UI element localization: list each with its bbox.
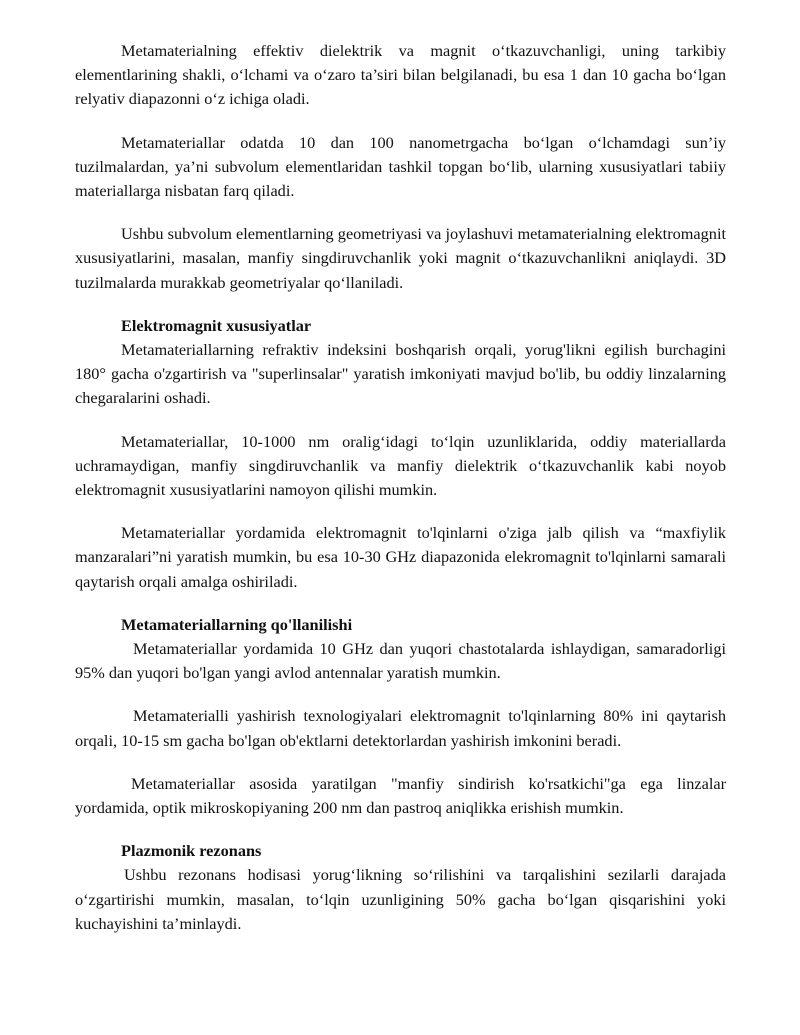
qollanilishi-paragraph-2: Metamaterialli yashirish texnologiyalari elektromagnit to'lqinlarning 80% ini qaytarish orqali, 10-15 sm gacha bo'lgan ob'ektlarni detektorlardan yashirish imkonini beradi. (75, 706, 726, 750)
qollanilishi-paragraph-1: Metamateriallar yordamida 10 GHz dan yuqori chastotalarda ishlaydigan, samaradorligi 95% dan yuqori bo'lgan yangi avlod antennalar yaratish mumkin. (75, 639, 726, 683)
elektromagnit-paragraph-2: Metamateriallar, 10-1000 nm oralig‘idagi to‘lqin uzunliklarida, oddiy materiallarda uchramaydigan, manfiy singdiruvchanlik va manfiy dielektrik o‘tkazuvchanlik kabi noyob elektromagnit xususiyatlarini namoyon qilishi mumkin. (75, 431, 726, 500)
plazmonik-paragraph-1: Ushbu rezonans hodisasi yorug‘likning so‘rilishini va tarqalishini sezilarli darajada o‘zgartirishi mumkin, masalan, to‘lqin uzunligining 50% gacha bo‘lgan qisqarishini yoki kuchayishini ta’minlaydi. (75, 865, 726, 933)
qollanilishi-paragraph-3: Metamateriallar asosida yaratilgan "manfiy sindirish ko'rsatkichi"ga ega linzalar yordamida, optik mikroskopiyaning 200 nm dan pastroq aniqlikka erishish mumkin. (75, 773, 726, 818)
intro-paragraph-2: Metamateriallar odatda 10 dan 100 nanometrgacha bo‘lgan o‘lchamdagi sun’iy tuzilmalardan, ya’ni subvolum elementlaridan tashkil topgan bo‘lib, ularning xususiyatlari tabiiy materiallarga nisbatan farq qiladi. (75, 132, 726, 201)
heading-plazmonik: Plazmonik rezonans (121, 841, 262, 861)
heading-qollanilishi: Metamateriallarning qo'llanilishi (121, 614, 353, 634)
elektromagnit-paragraph-1: Metamateriallarning refraktiv indeksini boshqarish orqali, yorug'likni egilish burchagini 180° gacha o'zgartirish va "superlinsalar" yaratish imkoniyati mavjud bo'lib, bu oddiy linzalarning chegaralarini oshadi. (75, 340, 726, 408)
intro-paragraph-1: Metamaterialning effektiv dielektrik va magnit o‘tkazuvchanligi, uning tarkibiy elementlarining shakli, o‘lchami va o‘zaro ta’siri bilan belgilanadi, bu esa 1 dan 10 gacha bo‘lgan relyativ diapazonni o‘z ichiga oladi. (75, 41, 726, 109)
elektromagnit-paragraph-3: Metamateriallar yordamida elektromagnit to'lqinlarni o'ziga jalb qilish va “maxfiylik manzaralari”ni yaratish mumkin, bu esa 10-30 GHz diapazonida elekromagnit to'lqinlarni samarali qaytarish orqali amalga oshiriladi. (75, 523, 726, 591)
heading-elektromagnit: Elektromagnit xususiyatlar (121, 315, 312, 335)
intro-paragraph-3: Ushbu subvolum elementlarning geometriyasi va joylashuvi metamaterialning elektromagnit xususiyatlarini, masalan, manfiy singdiruvchanlik yoki magnit o‘tkazuvchanlikni aniqlaydi. 3D tuzilmalarda murakkab geometriyalar qo‘llaniladi. (75, 224, 726, 292)
